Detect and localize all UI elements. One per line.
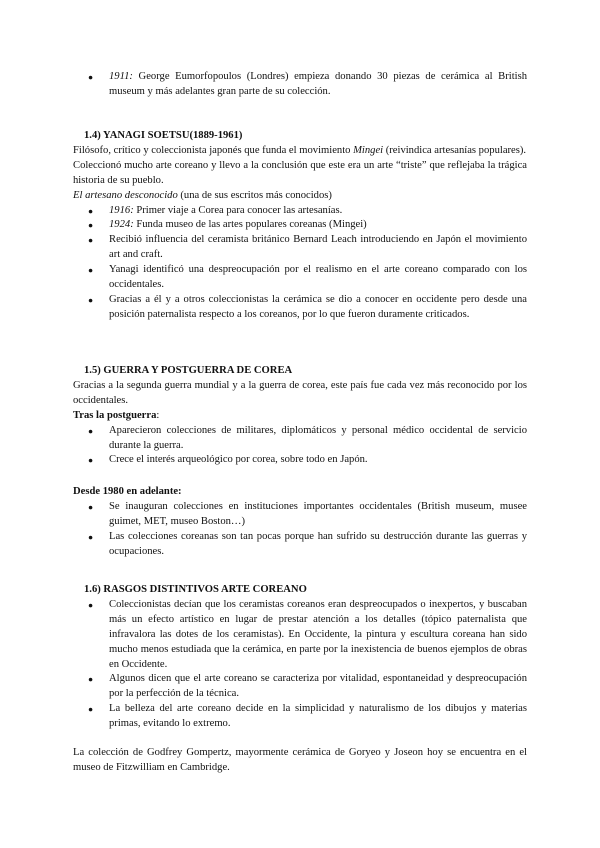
list-item: ● Coleccionistas decían que los ceramistas coreanos eran despreocupados o inexpertos, y buscaban más un efecto artístico en lugar de prestar atención a los detalles (tópico paternalista que infravalora las dotes de los ceramistas). En Occidente, la pintura y escultura coreana han sido mucho menos estudiada que la cerámica, en parte por la inexistencia de buenos ejemplos de obras en Occidente. bbox=[88, 598, 527, 670]
list-item: ● Gracias a él y a otros coleccionistas la cerámica se dio a conocer en occidente pero desde una posición paternalista respecto a los coreanos, por lo que fueron duramente criticados. bbox=[88, 293, 527, 320]
list-item: ● La belleza del arte coreano decide en la simplicidad y naturalismo de los dibujos y materias primas, evitando lo extremo. bbox=[88, 703, 527, 730]
list-item-text: George Eumorfopoulos (Londres) empieza donando 30 piezas de cerámica al British museum y más adelantes gran parte de su colección. bbox=[109, 71, 527, 97]
list-item: ● Recibió influencia del ceramista británico Bernard Leach introduciendo en Japón el movimiento art and craft. bbox=[88, 234, 527, 261]
intro-list bbox=[73, 70, 527, 100]
bullet-icon: ● bbox=[88, 425, 94, 436]
list-item: ● Las colecciones coreanas son tan pocas porque han sufrido su destrucción durante las guerras y ocupaciones. bbox=[88, 531, 527, 557]
list-item: ● Crece el interés arqueológico por corea, sobre todo en Japón. bbox=[73, 453, 527, 468]
bullet-icon: ● bbox=[88, 72, 94, 82]
list-item: ● Se inauguran colecciones en instituciones importantes occidentales (British museum, musee guimet, MET, museo Boston…) bbox=[88, 501, 527, 528]
section-heading: 1.4) YANAGI SOETSU(1889-1961) bbox=[84, 130, 243, 141]
bullet-list bbox=[73, 424, 527, 469]
paragraph: Coleccionó mucho arte coreano y llevo a la conclusión que este era un arte “triste” que reflejaba la trágica historia de su pueblo. bbox=[73, 159, 527, 186]
bullet-icon: ● bbox=[88, 220, 94, 231]
bullet-list bbox=[73, 204, 527, 323]
list-item bbox=[73, 70, 527, 100]
bullet-list bbox=[73, 598, 527, 732]
paragraph: El artesano desconocido (una de sus escritos más conocidos) bbox=[73, 189, 332, 201]
bullet-icon: ● bbox=[88, 235, 94, 246]
subheading: Desde 1980 en adelante: bbox=[73, 486, 182, 498]
section-heading: 1.6) RASGOS DISTINTIVOS ARTE COREANO bbox=[84, 584, 307, 595]
section-guerra bbox=[73, 364, 527, 560]
bullet-icon: ● bbox=[88, 599, 94, 610]
bullet-icon: ● bbox=[88, 674, 94, 685]
subheading: Tras la postguerra: bbox=[73, 409, 160, 421]
bullet-icon: ● bbox=[88, 205, 94, 216]
section-yanagi bbox=[73, 129, 527, 323]
bullet-icon: ● bbox=[88, 532, 94, 543]
section-heading: 1.5) GUERRA Y POSTGUERRA DE COREA bbox=[84, 365, 293, 376]
paragraph: Gracias a la segunda guerra mundial y a la guerra de corea, este país fue cada vez más reconocido por los occidentales. bbox=[73, 379, 527, 406]
closing-paragraph: La colección de Godfrey Gompertz, mayormente cerámica de Goryeo y Joseon hoy se encuentra en el museo de Fitzwilliam en Cambridge. bbox=[73, 747, 527, 773]
list-item: ● Aparecieron colecciones de militares, diplomáticos y personal médico occidental de servicio durante la guerra. bbox=[88, 424, 527, 451]
bullet-icon: ● bbox=[88, 294, 94, 305]
section-rasgos bbox=[73, 583, 527, 732]
list-item: ● Yanagi identificó una despreocupación por el realismo en el arte coreano comparado con los occidentales. bbox=[88, 264, 527, 291]
list-item: ● 1924: Funda museo de las artes populares coreanas (Mingei) bbox=[73, 218, 527, 233]
bullet-list bbox=[73, 500, 527, 560]
bullet-icon: ● bbox=[88, 704, 94, 715]
paragraph: Filósofo, crítico y coleccionista japonés que funda el movimiento Mingei (reivindica artesanías populares). bbox=[73, 144, 527, 156]
bullet-icon: ● bbox=[88, 455, 94, 466]
list-item: ● 1916: Primer viaje a Corea para conocer las artesanías. bbox=[73, 204, 527, 219]
year-label: 1911: bbox=[109, 71, 133, 82]
bullet-icon: ● bbox=[88, 265, 94, 276]
bullet-icon: ● bbox=[88, 502, 94, 513]
list-item: ● Algunos dicen que el arte coreano se caracteriza por vitalidad, espontaneidad y despreocupación por la perfección de la técnica. bbox=[88, 673, 527, 700]
